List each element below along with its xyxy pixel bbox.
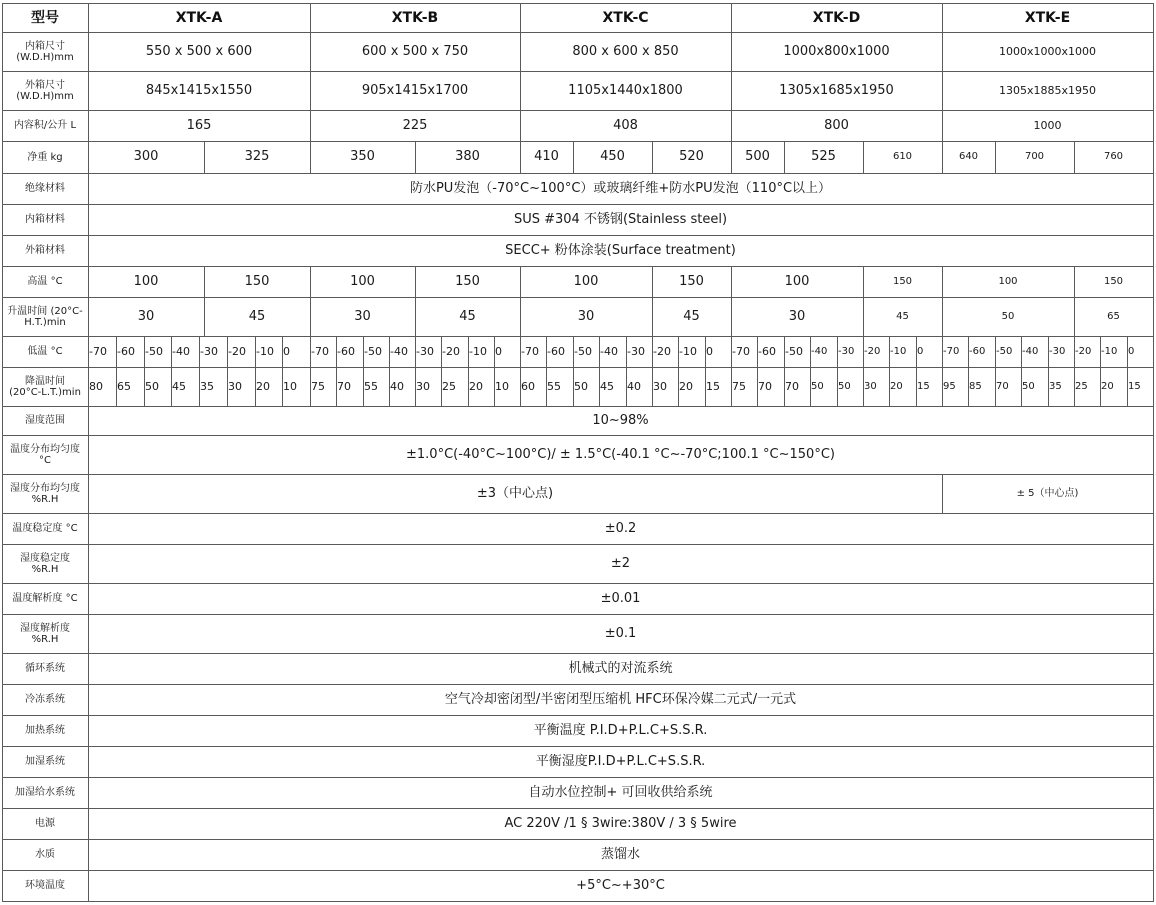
low-temp-cell: -40 [1022,345,1039,357]
cooldown-time-cell: 95 [943,380,956,392]
low-temp-cell: -30 [200,344,218,358]
low-temp-cell: -20 [442,344,460,358]
table-divider [468,336,469,367]
weight-cell: 450 [600,149,625,164]
table-divider [199,336,200,367]
table-divider [1074,336,1075,367]
table-divider [282,336,283,367]
power-value: AC 220V /1 § 3wire:380V / 3 § 5wire [504,815,737,831]
heatup-time-cell: 30 [137,308,155,324]
low-temp-cell: 0 [706,344,713,358]
table-divider [995,336,996,367]
cooldown-time-cell: 30 [653,379,667,393]
low-temp-cell: -20 [653,344,671,358]
table-divider [837,336,838,367]
high-temp-cell: 150 [679,273,704,289]
high-temp-cell: 150 [244,273,270,289]
low-temp-cell: 0 [495,344,502,358]
low-temp-cell: 0 [917,345,924,357]
row-label-insulation: 绝缘材料 [25,183,65,194]
volume-c: 408 [613,117,638,133]
table-divider [255,336,256,367]
inner-size-e: 1000x1000x1000 [998,44,1096,58]
volume-e: 1000 [1033,118,1062,132]
high-temp-cell: 100 [784,273,810,289]
row-label-low-temp: 低温 °C [27,346,63,357]
high-temp-cell: 100 [133,273,159,289]
humidity-stability-value: ±2 [610,555,631,571]
row-label-humidity-resolution: 湿度解析度 %R.H [20,622,70,645]
heatup-time-cell: 45 [459,308,476,324]
row-label-heatup-time: 升温时间 (20°C- H.T.)min [7,305,83,328]
inner-size-c: 800 x 600 x 850 [572,43,679,59]
row-label-circulation: 循环系统 [25,663,65,674]
low-temp-cell: 0 [1128,345,1135,357]
table-divider [968,367,969,406]
row-label-outer-size: 外箱尺寸 (W.D.H)mm [16,79,74,102]
table-divider [652,336,653,367]
high-temp-cell: 100 [350,273,375,289]
table-divider [494,336,495,367]
low-temp-cell: -70 [89,344,107,358]
table-divider [757,336,758,367]
table-divider [995,367,996,406]
cooldown-time-cell: 65 [117,379,131,393]
low-temp-cell: -20 [864,345,881,357]
cooldown-time-cell: 70 [785,379,799,393]
table-divider [282,367,283,406]
table-divider [336,336,337,367]
humidity-uniformity-e-value: ± 5（中心点) [1016,487,1079,499]
table-divider [1153,3,1154,901]
table-divider [1048,367,1049,406]
outer-size-b: 905x1415x1700 [361,82,469,98]
cooldown-time-cell: 35 [200,379,214,393]
cooldown-time-cell: 55 [364,379,378,393]
volume-a: 165 [186,117,212,133]
table-divider [705,367,706,406]
low-temp-cell: -20 [1075,345,1092,357]
row-label-humidity-range: 湿度范围 [25,415,65,426]
weight-cell: 520 [679,149,704,164]
row-label-heating: 加热系统 [25,725,65,736]
table-divider [863,336,864,367]
table-divider [705,336,706,367]
cooldown-time-cell: 55 [547,379,561,393]
cooldown-time-cell: 30 [864,380,877,392]
temp-uniformity-value: ±1.0°C(-40°C~100°C)/ ± 1.5°C(-40.1 °C~-70°C;100.1 °C~150°C) [406,446,835,462]
table-divider [599,336,600,367]
row-label-outer-material: 外箱材料 [25,245,65,256]
table-divider [363,367,364,406]
weight-cell: 760 [1103,151,1124,162]
table-divider [494,367,495,406]
low-temp-cell: -70 [943,345,960,357]
low-temp-cell: -50 [574,344,592,358]
cooldown-time-cell: 80 [89,379,103,393]
cooldown-time-cell: 40 [627,379,641,393]
cooldown-time-cell: 50 [1022,380,1035,392]
cooldown-time-cell: 20 [1101,380,1114,392]
table-divider [227,367,228,406]
header-label: 型号 [31,9,59,26]
low-temp-cell: -50 [364,344,382,358]
volume-b: 225 [402,117,428,133]
high-temp-cell: 150 [1103,275,1124,287]
row-label-humidifying: 加湿系统 [25,756,65,767]
low-temp-cell: -50 [996,345,1013,357]
low-temp-cell: -10 [679,344,697,358]
table-divider [227,336,228,367]
header-model-b: XTK-B [391,9,439,26]
table-divider [784,336,785,367]
table-divider [2,901,1154,902]
cooldown-time-cell: 30 [228,379,242,393]
table-divider [1127,367,1128,406]
outer-size-d: 1305x1685x1950 [779,82,894,98]
cooldown-time-cell: 45 [600,379,614,393]
cooldown-time-cell: 70 [996,380,1009,392]
table-divider [916,336,917,367]
low-temp-cell: -70 [732,344,750,358]
low-temp-cell: -70 [311,344,329,358]
table-divider [116,336,117,367]
table-divider [863,367,864,406]
temp-resolution-value: ±0.01 [600,590,641,606]
low-temp-cell: -10 [256,344,274,358]
low-temp-cell: -10 [890,345,907,357]
table-divider [389,367,390,406]
table-divider [116,367,117,406]
weight-cell: 300 [133,149,159,164]
row-label-humidity-uniformity: 湿度分布均匀度 %R.H [10,482,80,505]
cooldown-time-cell: 45 [172,379,186,393]
table-divider [573,336,574,367]
row-label-temp-stability: 温度稳定度 °C [12,523,78,534]
weight-cell: 380 [455,149,480,164]
header-model-a: XTK-A [175,9,223,26]
weight-cell: 700 [1024,151,1045,162]
weight-cell: 525 [811,149,836,164]
low-temp-cell: -70 [521,344,539,358]
table-divider [415,367,416,406]
row-label-temp-resolution: 温度解析度 °C [12,593,78,604]
heatup-time-cell: 45 [896,310,909,322]
heatup-time-cell: 45 [248,308,266,324]
table-divider [1021,336,1022,367]
humidity-range-value: 10~98% [592,412,649,428]
high-temp-cell: 100 [998,275,1018,287]
cooldown-time-cell: 20 [469,379,483,393]
table-divider [810,336,811,367]
table-divider [171,336,172,367]
cooldown-time-cell: 25 [442,379,456,393]
row-label-temp-uniformity: 温度分布均匀度 °C [10,443,80,466]
cooldown-time-cell: 15 [917,380,930,392]
heatup-time-cell: 65 [1107,310,1120,322]
water-quality-value: 蒸馏水 [600,846,640,862]
table-divider [255,367,256,406]
cooldown-time-cell: 50 [145,379,159,393]
table-divider [889,336,890,367]
row-label-cooldown-time: 降温时间 (20°C-L.T.)min [9,375,81,398]
inner-size-b: 600 x 500 x 750 [361,43,469,59]
inner-material-value: SUS #304 不锈钢(Stainless steel) [513,211,728,227]
cooldown-time-cell: 20 [679,379,693,393]
row-label-high-temp: 高温 °C [27,276,63,287]
table-divider [468,367,469,406]
low-temp-cell: -40 [172,344,190,358]
cooldown-time-cell: 50 [574,379,588,393]
row-label-volume: 内容积/公升 L [13,120,77,131]
table-divider [336,367,337,406]
insulation-value: 防水PU发泡（-70°C~100°C）或玻璃纤维+防水PU发泡（110°C以上） [409,180,832,196]
outer-size-c: 1105x1440x1800 [568,82,683,98]
row-label-ambient-temp: 环境温度 [25,880,65,891]
table-divider [171,367,172,406]
low-temp-cell: -30 [416,344,434,358]
heating-value: 平衡温度 P.I.D+P.L.C+S.S.R. [533,722,708,738]
table-divider [757,367,758,406]
table-divider [1074,367,1075,406]
table-divider [784,367,785,406]
cooldown-time-cell: 20 [256,379,270,393]
high-temp-cell: 100 [573,273,599,289]
high-temp-cell: 150 [892,275,913,287]
low-temp-cell: -60 [117,344,135,358]
low-temp-cell: -40 [390,344,408,358]
water-supply-value: 自动水位控制+ 可回收供给系统 [528,784,713,800]
table-divider [837,367,838,406]
row-label-refrigeration: 冷冻系统 [25,694,65,705]
table-divider [1021,367,1022,406]
outer-size-a: 845x1415x1550 [145,82,253,98]
table-divider [389,336,390,367]
cooldown-time-cell: 85 [969,380,982,392]
table-divider [810,367,811,406]
high-temp-cell: 150 [455,273,480,289]
table-divider [1100,336,1101,367]
low-temp-cell: -60 [337,344,355,358]
cooldown-time-cell: 75 [311,379,325,393]
weight-cell: 640 [958,151,979,162]
table-divider [916,367,917,406]
cooldown-time-cell: 50 [838,380,851,392]
cooldown-time-cell: 35 [1049,380,1062,392]
row-label-inner-material: 内箱材料 [25,214,65,225]
low-temp-cell: 0 [283,344,290,358]
ambient-temp-value: +5°C~+30°C [576,877,665,893]
row-label-water-supply: 加湿给水系统 [15,787,75,798]
humidity-uniformity-value: ±3（中心点) [476,485,554,501]
header-model-c: XTK-C [602,9,649,26]
table-divider [968,336,969,367]
humidity-resolution-value: ±0.1 [604,625,637,641]
heatup-time-cell: 45 [683,308,700,324]
table-divider [678,367,679,406]
table-divider [652,367,653,406]
table-divider [626,367,627,406]
cooldown-time-cell: 70 [337,379,351,393]
row-label-water-quality: 水质 [35,849,55,860]
low-temp-cell: -30 [1049,345,1066,357]
inner-size-d: 1000x800x1000 [783,43,890,59]
table-divider [573,367,574,406]
volume-d: 800 [824,117,849,133]
heatup-time-cell: 30 [354,308,371,324]
low-temp-cell: -20 [228,344,246,358]
low-temp-cell: -10 [469,344,487,358]
low-temp-cell: -40 [600,344,618,358]
circulation-value: 机械式的对流系统 [568,660,673,676]
table-divider [441,367,442,406]
cooldown-time-cell: 15 [706,379,720,393]
outer-size-e: 1305x1885x1950 [998,83,1096,97]
table-divider [678,336,679,367]
weight-cell: 350 [350,149,375,164]
table-divider [1127,336,1128,367]
low-temp-cell: -40 [811,345,828,357]
table-divider [1100,367,1101,406]
cooldown-time-cell: 70 [758,379,772,393]
cooldown-time-cell: 60 [521,379,535,393]
table-divider [546,367,547,406]
low-temp-cell: -60 [758,344,776,358]
heatup-time-cell: 30 [788,308,806,324]
temp-stability-value: ±0.2 [604,520,637,536]
table-divider [546,336,547,367]
low-temp-cell: -60 [547,344,565,358]
row-label-power: 电源 [35,818,55,829]
cooldown-time-cell: 10 [495,379,509,393]
heatup-time-cell: 30 [577,308,595,324]
weight-cell: 610 [892,151,913,162]
cooldown-time-cell: 75 [732,379,746,393]
table-divider [144,367,145,406]
low-temp-cell: -30 [627,344,645,358]
header-model-d: XTK-D [812,9,861,26]
low-temp-cell: -30 [838,345,855,357]
weight-cell: 325 [244,149,270,164]
table-divider [599,367,600,406]
low-temp-cell: -50 [785,344,803,358]
table-divider [1048,336,1049,367]
outer-material-value: SECC+ 粉体涂装(Surface treatment) [505,242,736,258]
table-divider [144,336,145,367]
header-model-e: XTK-E [1024,9,1071,26]
low-temp-cell: -60 [969,345,986,357]
row-label-weight: 净重 kg [27,151,63,163]
cooldown-time-cell: 25 [1075,380,1088,392]
table-divider [199,367,200,406]
cooldown-time-cell: 50 [811,380,824,392]
refrigeration-value: 空气冷却密闭型/半密闭型压缩机 HFC环保冷媒二元式/一元式 [444,691,797,707]
table-divider [889,367,890,406]
cooldown-time-cell: 30 [416,379,430,393]
table-divider [441,336,442,367]
weight-cell: 410 [534,149,559,164]
row-label-humidity-stability: 湿度稳定度 %R.H [20,552,70,575]
table-divider [363,336,364,367]
humidifying-value: 平衡湿度P.I.D+P.L.C+S.S.R. [535,753,706,769]
low-temp-cell: -50 [145,344,163,358]
cooldown-time-cell: 15 [1128,380,1141,392]
low-temp-cell: -10 [1101,345,1118,357]
heatup-time-cell: 50 [1001,310,1015,322]
cooldown-time-cell: 40 [390,379,404,393]
inner-size-a: 550 x 500 x 600 [145,43,253,59]
row-label-inner-size: 内箱尺寸 (W.D.H)mm [16,40,74,63]
cooldown-time-cell: 20 [890,380,903,392]
cooldown-time-cell: 10 [283,379,297,393]
weight-cell: 500 [745,149,770,164]
table-divider [415,336,416,367]
table-divider [626,336,627,367]
